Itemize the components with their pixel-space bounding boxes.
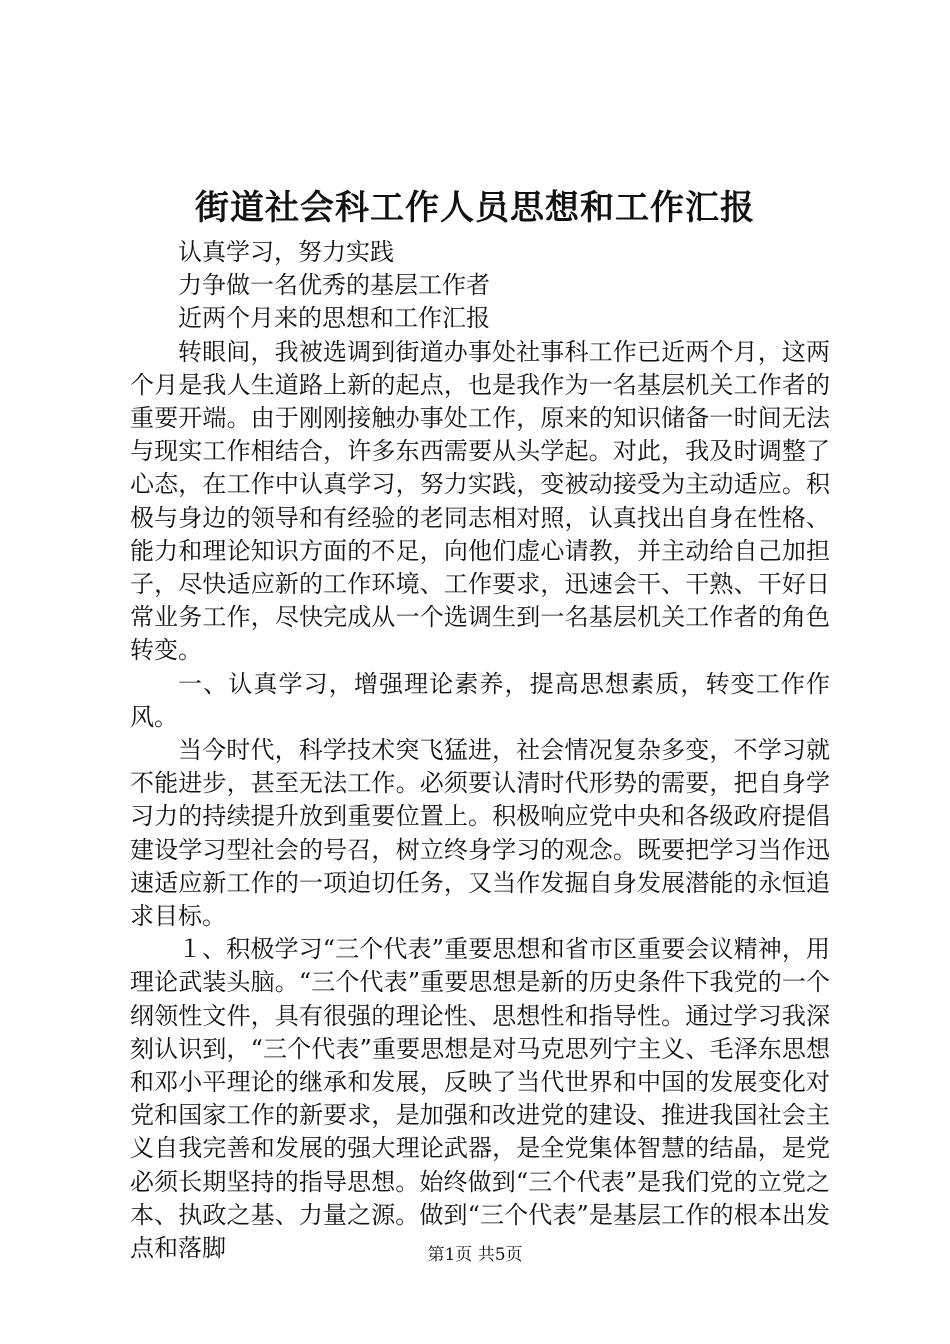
paragraph-item-1: １、积极学习“三个代表”重要思想和省市区重要会议精神，用理论武装头脑。“三个代表”重要思想是新的历史条件下我党的一个纲领性文件，具有很强的理论性、思想性和指导性。通过学习我深刻认识到，“三个代表”重要思想是对马克思列宁主义、毛泽东思想和邓小平理论的继承和发展，反映了当代世界和中国的发展变化对党和国家工作的新要求，是加强和改进党的建设、推进我国社会主义自我完善和发展的强大理论武器，是全党集体智慧的结晶，是党必须长期坚持的指导思想。始终做到“三个代表”是我们党的立党之本、执政之基、力量之源。做到“三个代表”是基层工作的根本出发点和落脚 bbox=[130, 935, 830, 1263]
document-body bbox=[130, 236, 830, 1265]
section-heading-1: 一、认真学习，增强理论素养，提高思想素质，转变工作作风。 bbox=[130, 669, 830, 731]
paragraph-section-1: 当今时代，科学技术突飞猛进，社会情况复杂多变，不学习就不能进步，甚至无法工作。必须要认清时代形势的需要，把自身学习力的持续提升放到重要位置上。积极响应党中央和各级政府提倡建设学习型社会的号召，树立终身学习的观念。既要把学习当作迅速适应新工作的一项迫切任务，又当作发掘自身发展潜能的永恒追求目标。 bbox=[130, 736, 830, 931]
document-title: 街道社会科工作人员思想和工作汇报 bbox=[195, 188, 755, 228]
subtitle-line-1: 认真学习，努力实践 bbox=[178, 238, 394, 266]
subtitle-line-3: 近两个月来的思想和工作汇报 bbox=[178, 304, 490, 333]
paragraph-intro: 转眼间，我被选调到街道办事处社事科工作已近两个月，这两个月是我人生道路上新的起点，也是我作为一名基层机关工作者的重要开端。由于刚刚接触办事处工作，原来的知识储备一时间无法与现实工作相结合，许多东西需要从头学起。对此，我及时调整了心态，在工作中认真学习，努力实践，变被动接受为主动适应。积极与身边的领导和有经验的老同志相对照，认真找出自身在性格、能力和理论知识方面的不足，向他们虚心请教，并主动给自己加担子，尽快适应新的工作环境、工作要求，迅速会干、干熟、干好日常业务工作，尽快完成从一个选调生到一名基层机关工作者的角色转变。 bbox=[130, 337, 830, 665]
page-footer: 第1页 共5页 bbox=[427, 1245, 523, 1265]
subtitle-line-2: 力争做一名优秀的基层工作者 bbox=[178, 271, 490, 300]
